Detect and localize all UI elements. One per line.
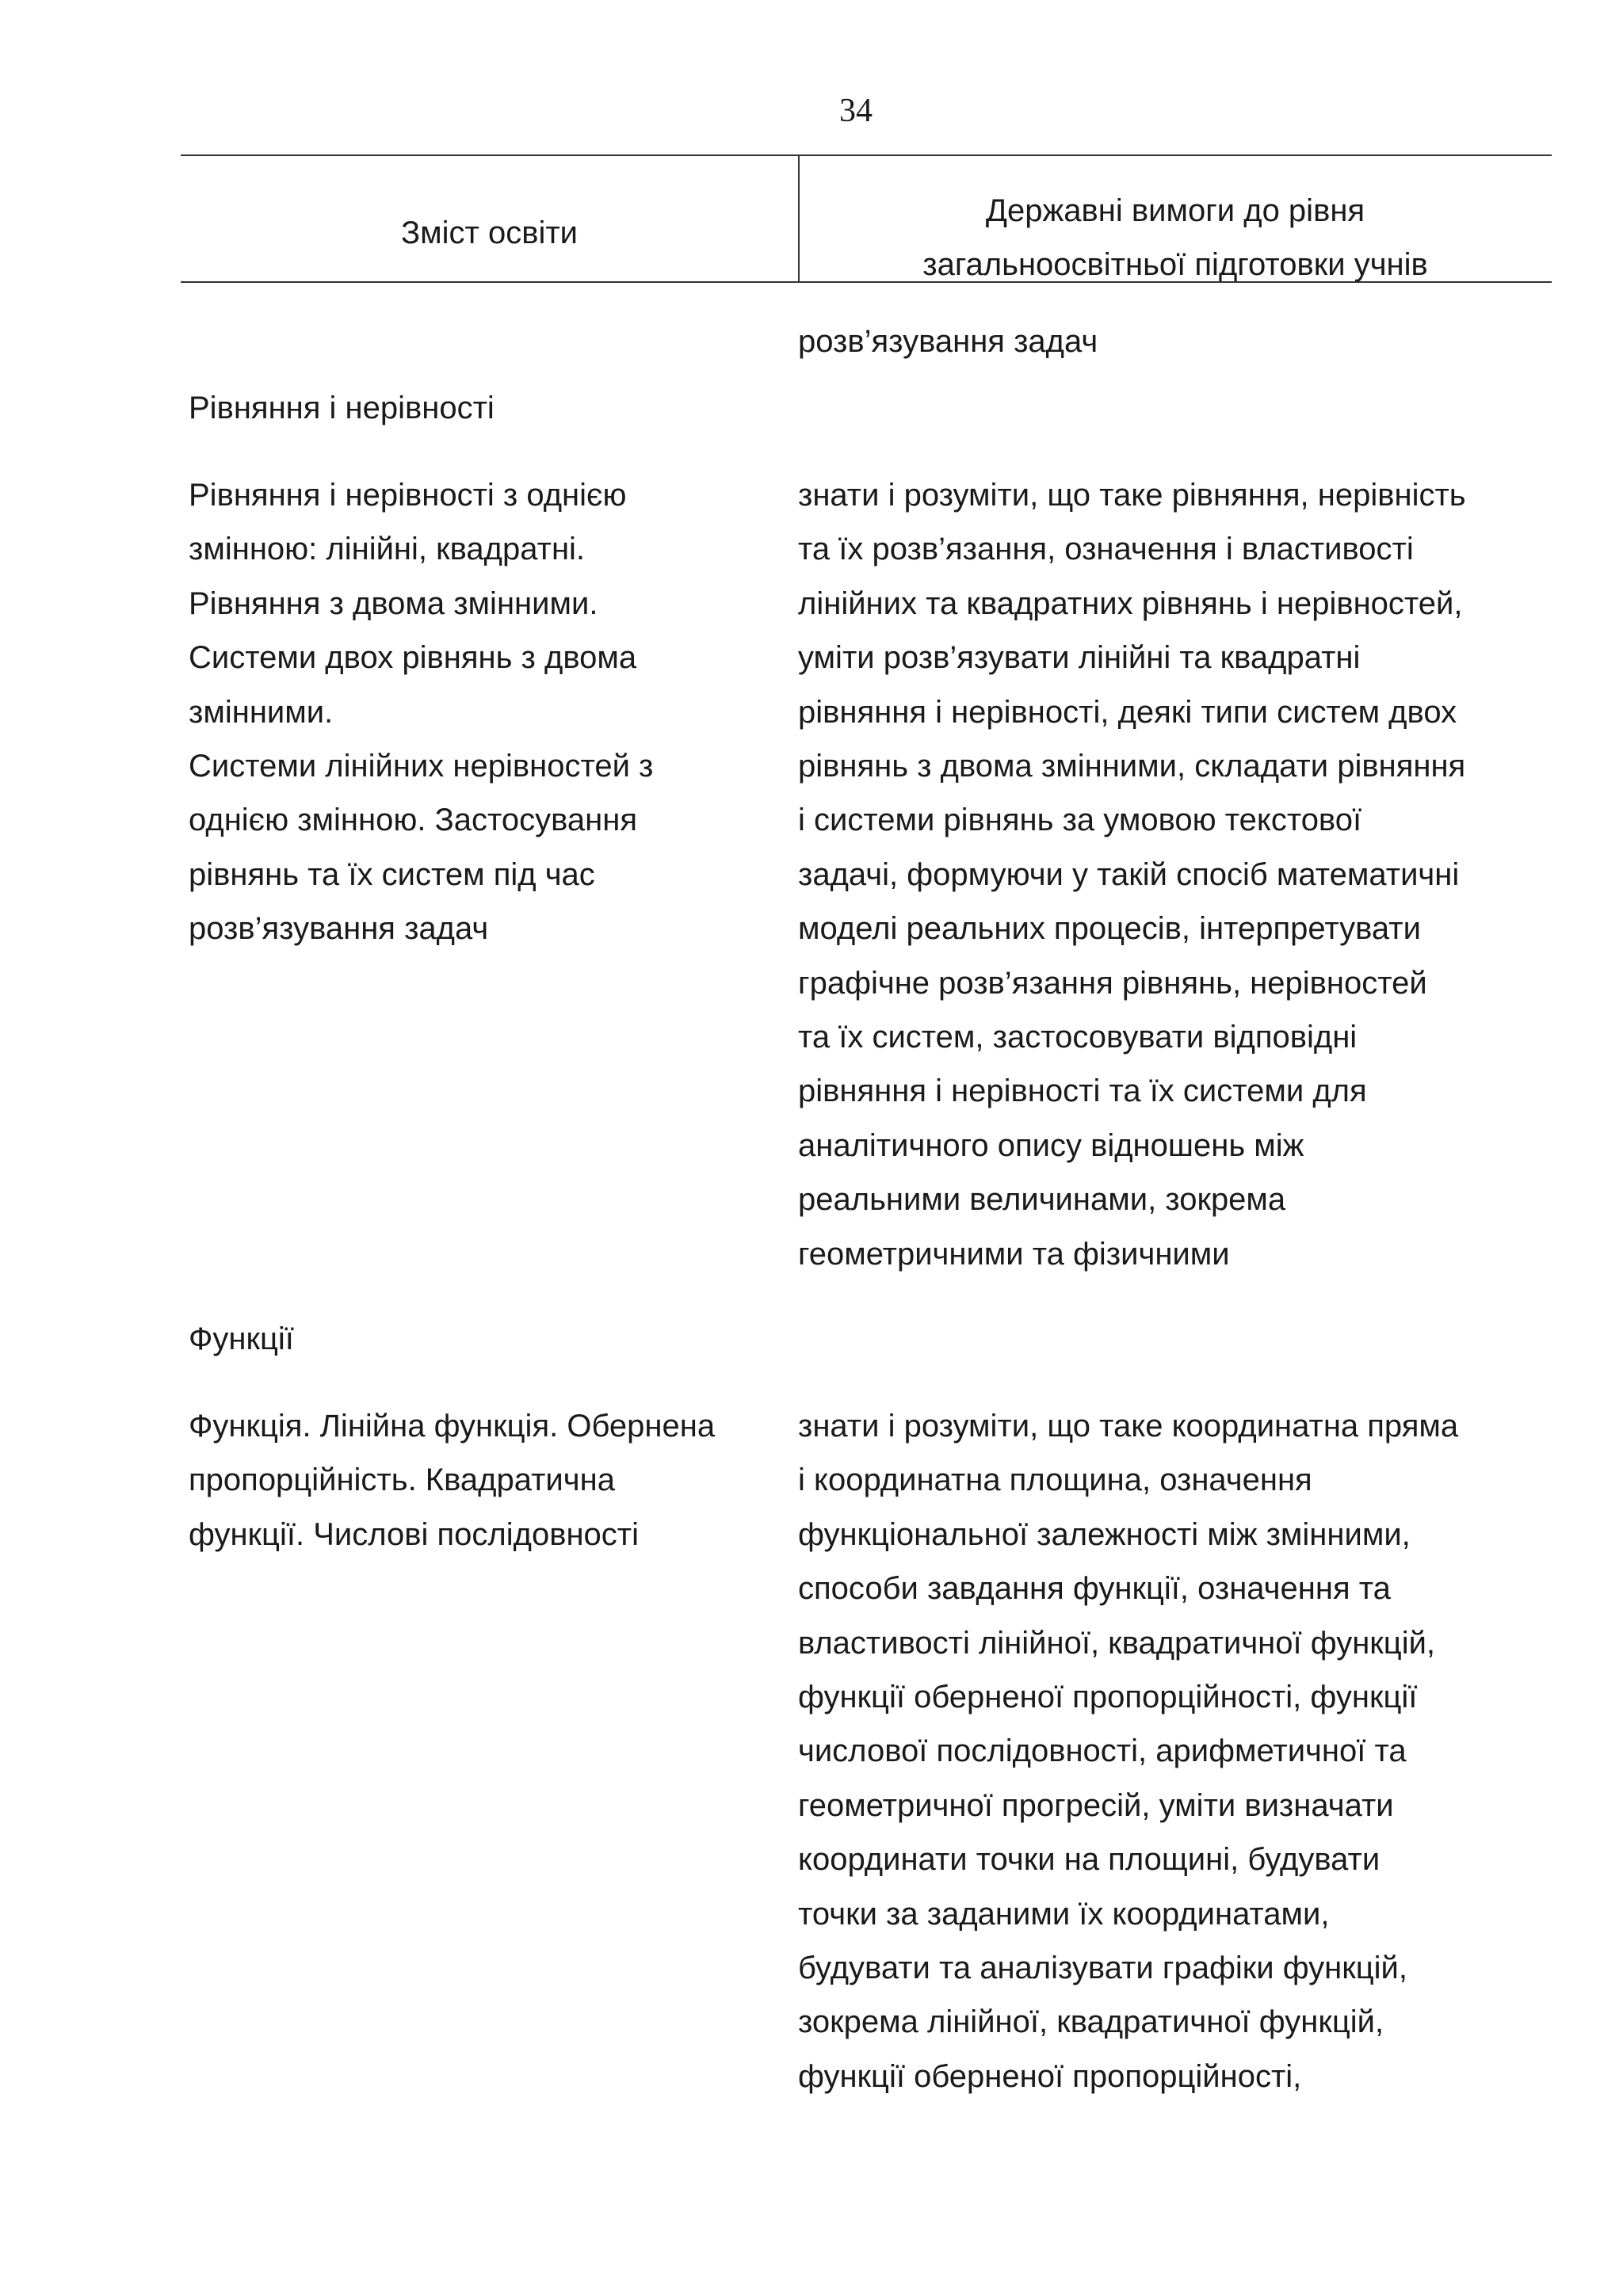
text-line: і системи рівнянь за умовою текстової: [798, 803, 1362, 838]
table-top-rule: [181, 154, 1552, 156]
section-content-equations: [189, 468, 653, 956]
section-content-functions: [189, 1399, 715, 1562]
text-line: Рівняння і нерівності з однією: [189, 478, 627, 513]
text-line: точки за заданими їх координатами,: [798, 1896, 1330, 1932]
text-line: рівнянь та їх систем під час: [189, 856, 595, 892]
header-line: Державні вимоги до рівня: [985, 193, 1365, 228]
text-line: рівняння і нерівності, деякі типи систем двох: [798, 694, 1457, 730]
text-line: уміти розв’язувати лінійні та квадратні: [798, 640, 1361, 676]
text-line: Рівняння з двома змінними.: [189, 585, 598, 621]
text-line: властивості лінійної, квадратичної функцій,: [798, 1625, 1436, 1661]
text-line: координати точки на площині, будувати: [798, 1842, 1381, 1878]
text-line: геометричної прогресій, уміти визначати: [798, 1787, 1394, 1823]
text-line: і координатна площина, означення: [798, 1463, 1312, 1498]
text-line: реальними величинами, зокрема: [798, 1182, 1286, 1218]
text-line: рівняння і нерівності та їх системи для: [798, 1074, 1367, 1109]
text-line: числової послідовності, арифметичної та: [798, 1733, 1407, 1769]
header-line: загальноосвітньої підготовки учнів: [922, 247, 1428, 282]
text-line: розв’язування задач: [798, 324, 1098, 359]
text-line: змінними.: [189, 694, 334, 730]
page-number: 34: [839, 93, 873, 129]
text-line: знати і розуміти, що таке рівняння, нерівність: [798, 478, 1466, 513]
section-requirements-functions: [798, 1399, 1458, 2103]
text-line: пропорційність. Квадратична: [189, 1463, 615, 1498]
text-line: задачі, формуючи у такій спосіб математичні: [798, 856, 1460, 892]
column-header-content: Зміст освіти: [400, 215, 579, 250]
text-line: функції оберненої пропорційності, функції: [798, 1680, 1418, 1715]
text-line: геометричними та фізичними: [798, 1236, 1230, 1272]
section-heading-functions: Функції: [189, 1322, 294, 1356]
column-header-requirements: [799, 184, 1552, 292]
text-line: та їх систем, застосовувати відповідні: [798, 1020, 1358, 1055]
text-line: будувати та аналізувати графіки функцій,: [798, 1951, 1408, 1986]
text-line: розв’язування задач: [189, 911, 489, 947]
text-line: функціональної залежності між змінними,: [798, 1516, 1411, 1552]
section-requirements-equations: [798, 468, 1466, 1281]
text-line: знати і розуміти, що таке координатна пряма: [798, 1409, 1459, 1444]
text-line: Функція. Лінійна функція. Обернена: [189, 1409, 716, 1444]
text-line: та їх розв’язання, означення і властивості: [798, 532, 1414, 567]
text-line: аналітичного опису відношень між: [798, 1127, 1304, 1163]
text-line: моделі реальних процесів, інтерпретувати: [798, 911, 1421, 947]
text-line: графічне розв’язання рівнянь, нерівностей: [798, 965, 1427, 1001]
section-heading-equations: Рівняння і нерівності: [189, 391, 495, 425]
text-line: рівнянь з двома змінними, складати рівняння: [798, 749, 1466, 784]
text-line: функції оберненої пропорційності,: [798, 2058, 1302, 2094]
text-line: Системи лінійних нерівностей з: [189, 749, 654, 784]
text-line: функції. Числові послідовності: [189, 1516, 639, 1552]
text-line: зокрема лінійної, квадратичної функцій,: [798, 2004, 1384, 2040]
text-line: Системи двох рівнянь з двома: [189, 640, 637, 676]
text-line: лінійних та квадратних рівнянь і нерівностей,: [798, 585, 1463, 621]
text-line: способи завдання функції, означення та: [798, 1571, 1391, 1607]
text-line: змінною: лінійні, квадратні.: [189, 532, 586, 567]
text-line: однією змінною. Застосування: [189, 803, 637, 838]
continuation-requirements: [798, 315, 1098, 368]
